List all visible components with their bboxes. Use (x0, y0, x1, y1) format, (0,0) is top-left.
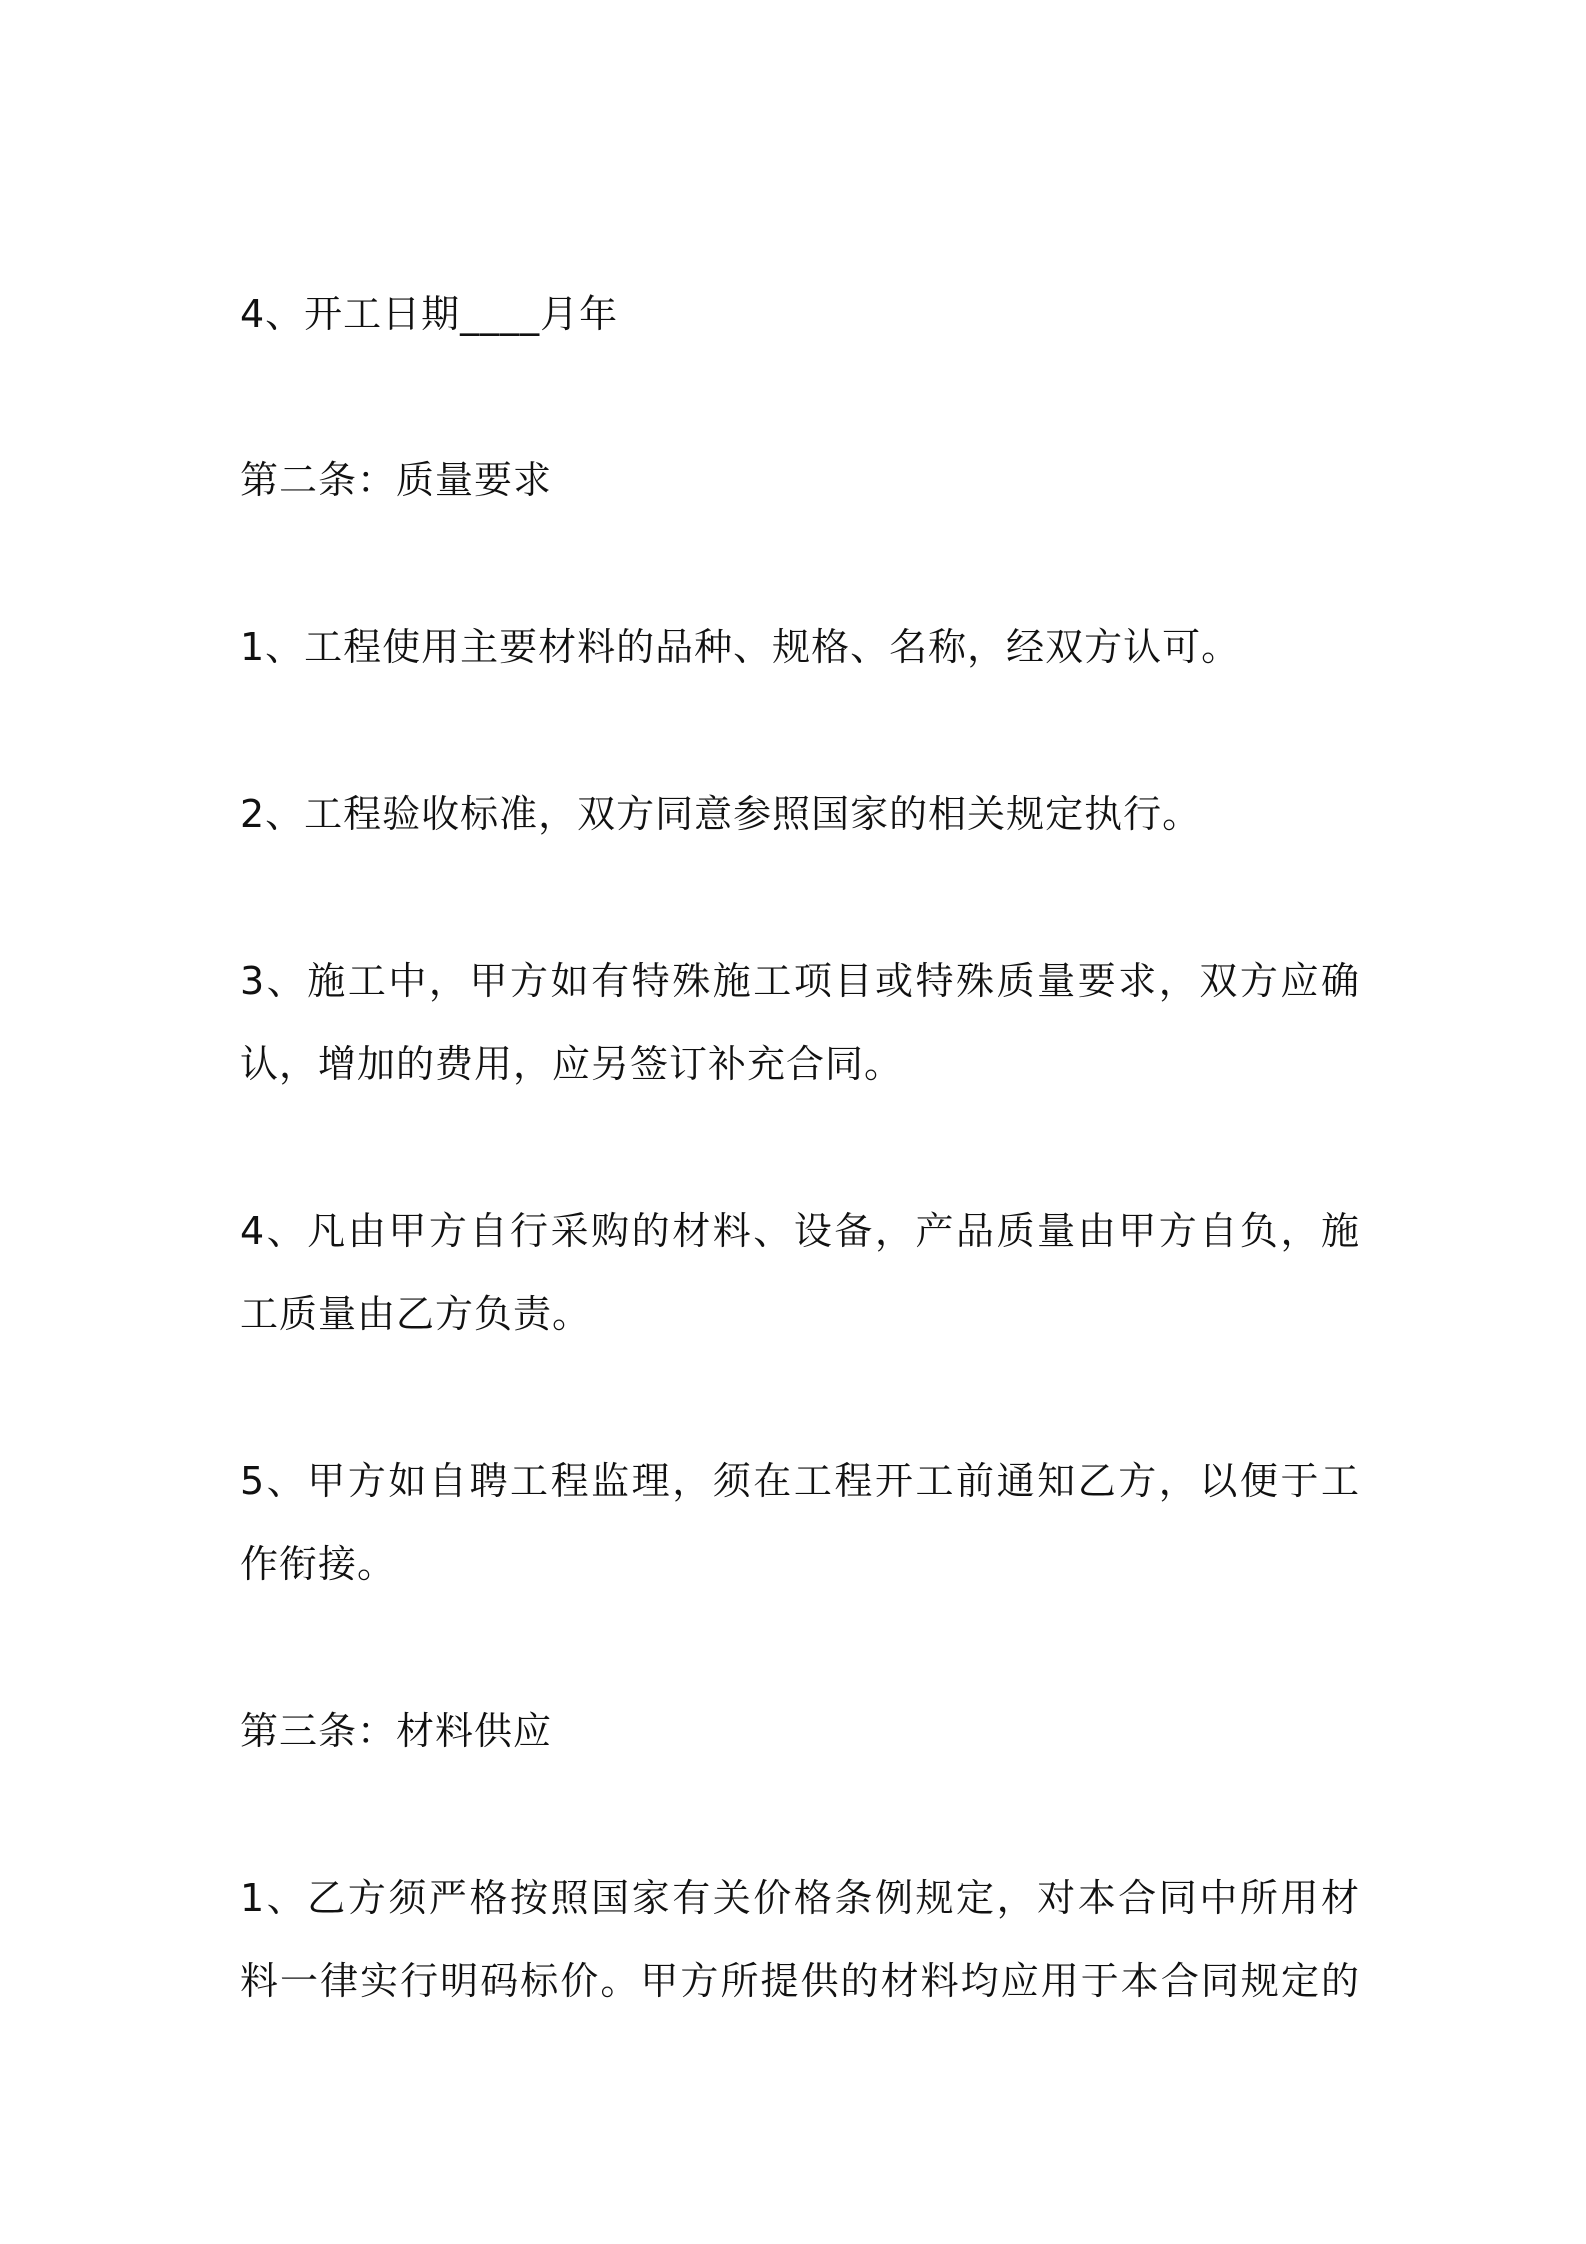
quality-item-3-line-1: 3、施工中，甲方如有特殊施工项目或特殊质量要求，双方应确 (240, 959, 1360, 1003)
quality-item-1: 1、工程使用主要材料的品种、规格、名称，经双方认可。 (240, 625, 1241, 669)
quality-item-5-line-1: 5、甲方如自聘工程监理，须在工程开工前通知乙方，以便于工 (240, 1459, 1360, 1503)
materials-item-1-line-1: 1、乙方须严格按照国家有关价格条例规定，对本合同中所用材 (240, 1876, 1360, 1920)
quality-item-4-line-1: 4、凡由甲方自行采购的材料、设备，产品质量由甲方自负，施 (240, 1209, 1360, 1253)
quality-item-5-line-2: 作衔接。 (240, 1542, 397, 1586)
start-date-line: 4、开工日期____月年 (240, 292, 619, 336)
quality-item-3-line-2: 认，增加的费用，应另签订补充合同。 (240, 1042, 904, 1086)
section-heading-materials: 第三条：材料供应 (240, 1709, 553, 1753)
materials-item-1-line-2: 料一律实行明码标价。甲方所提供的材料均应用于本合同规定的 (240, 1959, 1360, 2003)
section-heading-quality: 第二条：质量要求 (240, 458, 553, 502)
quality-item-4-line-2: 工质量由乙方负责。 (240, 1292, 592, 1336)
quality-item-2: 2、工程验收标准，双方同意参照国家的相关规定执行。 (240, 792, 1202, 836)
